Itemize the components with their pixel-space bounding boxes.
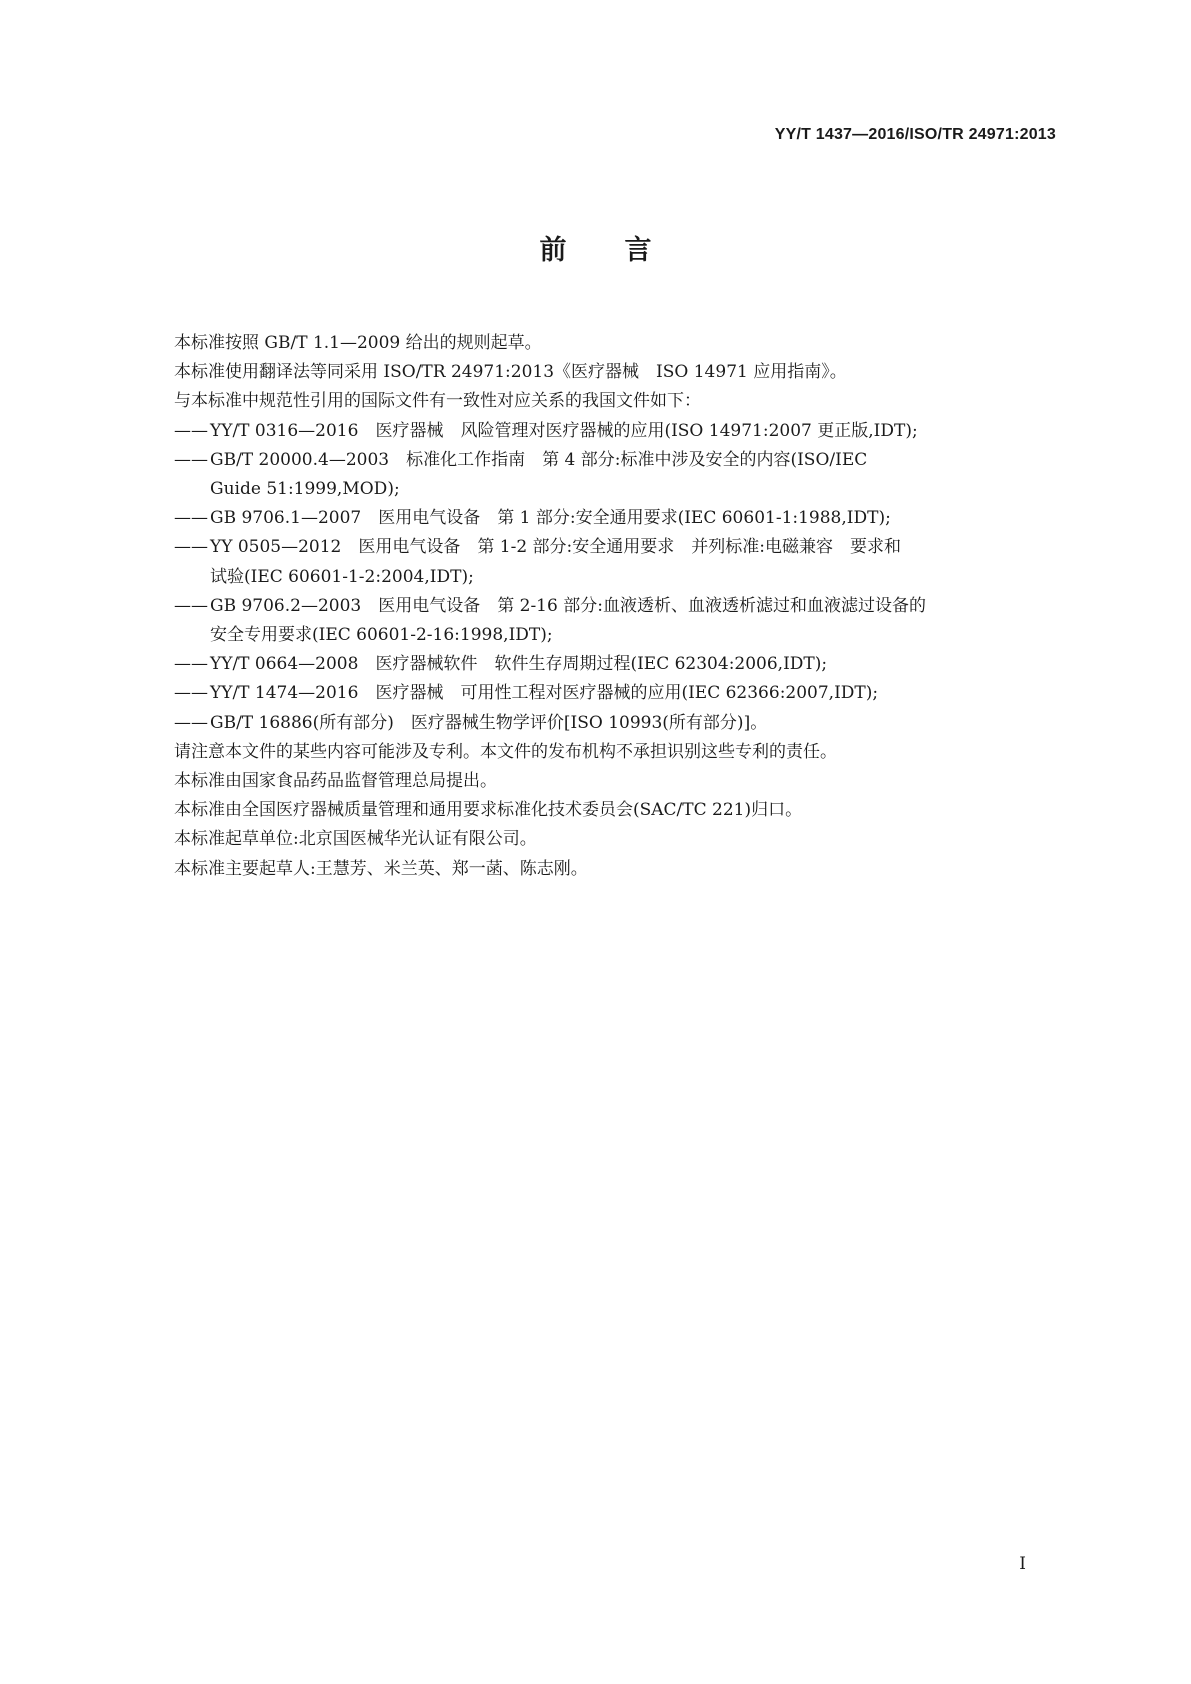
list-item-text: YY/T 1474—2016 医疗器械 可用性工程对医疗器械的应用(IEC 62366:2007,IDT);	[210, 683, 879, 704]
list-item-text: GB 9706.1—2007 医用电气设备 第 1 部分:安全通用要求(IEC 60601-1:1988,IDT);	[210, 508, 891, 529]
list-item-continuation: 试验(IEC 60601-1-2:2004,IDT);	[210, 566, 474, 587]
list-item-text: YY/T 0316—2016 医疗器械 风险管理对医疗器械的应用(ISO 14971:2007 更正版,IDT);	[210, 420, 918, 441]
paragraph-patent-notice: 请注意本文件的某些内容可能涉及专利。本文件的发布机构不承担识别这些专利的责任。	[174, 741, 837, 762]
page-number: I	[1019, 1554, 1026, 1574]
paragraph-proposer: 本标准由国家食品药品监督管理总局提出。	[174, 771, 497, 792]
list-dash: ——	[174, 537, 208, 558]
list-dash: ——	[174, 449, 208, 470]
document-code: YY/T 1437—2016/ISO/TR 24971:2013	[774, 126, 1056, 143]
list-item	[174, 679, 1059, 708]
list-item	[174, 592, 1059, 650]
list-item-text: GB 9706.2—2003 医用电气设备 第 2-16 部分:血液透析、血液透析滤过和血液滤过设备的	[210, 595, 926, 616]
list-item	[174, 446, 1059, 504]
paragraph-drafters: 本标准主要起草人:王慧芳、米兰英、郑一菡、陈志刚。	[174, 858, 588, 879]
paragraph-adoption: 本标准使用翻译法等同采用 ISO/TR 24971:2013《医疗器械 ISO 14971 应用指南》。	[174, 362, 847, 383]
list-dash: ——	[174, 508, 208, 529]
list-item	[174, 650, 1059, 679]
paragraph-committee: 本标准由全国医疗器械质量管理和通用要求标准化技术委员会(SAC/TC 221)归口。	[174, 800, 803, 821]
list-item-text: GB/T 20000.4—2003 标准化工作指南 第 4 部分:标准中涉及安全的内容(ISO/IEC	[210, 449, 868, 470]
list-item-text: YY 0505—2012 医用电气设备 第 1-2 部分:安全通用要求 并列标准:电磁兼容 要求和	[210, 537, 902, 558]
list-item-text: GB/T 16886(所有部分) 医疗器械生物学评价[ISO 10993(所有部分)]。	[210, 712, 768, 733]
list-item	[174, 709, 1059, 738]
list-item	[174, 533, 1059, 591]
list-dash: ——	[174, 595, 208, 616]
paragraph-corresponding-docs: 与本标准中规范性引用的国际文件有一致性对应关系的我国文件如下：	[174, 391, 701, 412]
paragraph-drafting-rules: 本标准按照 GB/T 1.1—2009 给出的规则起草。	[174, 333, 542, 353]
paragraph-drafting-unit: 本标准起草单位:北京国医械华光认证有限公司。	[174, 829, 537, 850]
list-item-continuation: 安全专用要求(IEC 60601-2-16:1998,IDT);	[210, 625, 553, 646]
list-dash: ——	[174, 654, 208, 675]
page-title: 前言	[539, 235, 710, 266]
list-item	[174, 417, 1059, 446]
foreword-body	[174, 329, 1059, 884]
list-item-continuation: Guide 51:1999,MOD);	[210, 479, 400, 500]
list-item	[174, 504, 1059, 533]
list-item-text: YY/T 0664—2008 医疗器械软件 软件生存周期过程(IEC 62304:2006,IDT);	[210, 654, 828, 675]
list-dash: ——	[174, 683, 208, 704]
list-dash: ——	[174, 712, 208, 733]
list-dash: ——	[174, 420, 208, 441]
